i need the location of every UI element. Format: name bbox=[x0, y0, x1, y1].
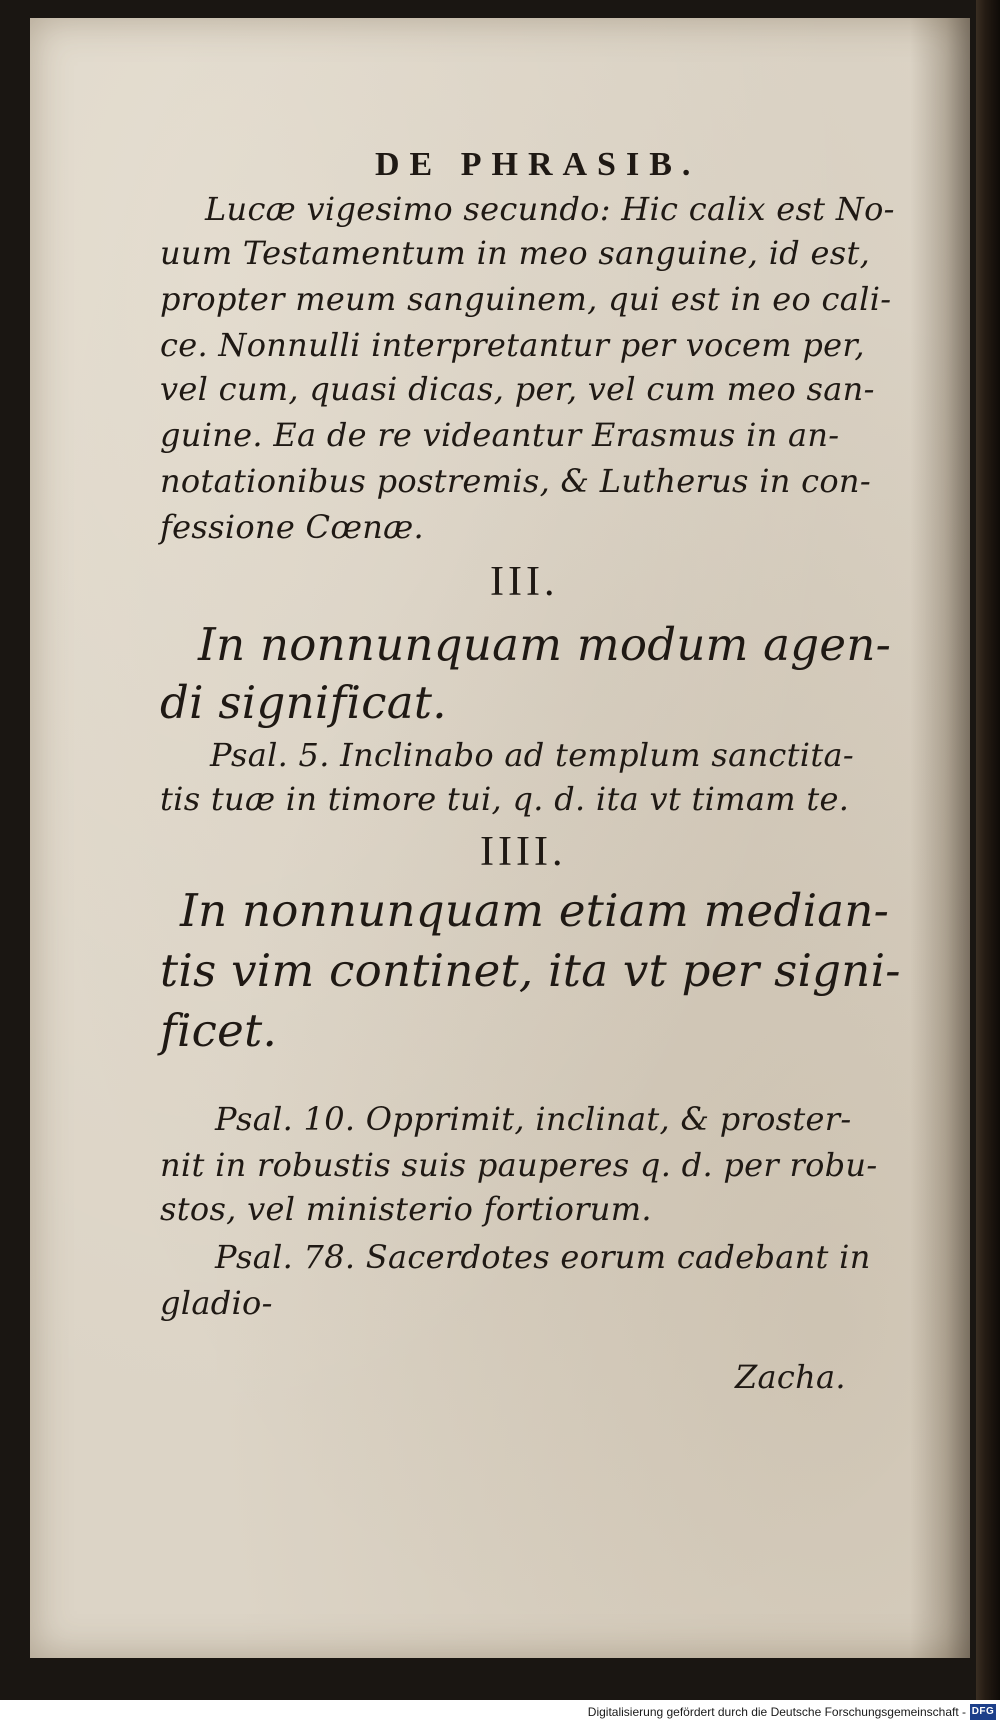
running-head: DE PHRASIB. bbox=[375, 146, 701, 183]
text-line: ce. Nonnulli interpretantur per vocem per, bbox=[160, 326, 865, 364]
text-line: fessione Cœnæ. bbox=[160, 508, 425, 546]
book-binding-edge bbox=[976, 0, 1000, 1700]
example-line: Psal. 5. Inclinabo ad templum sanctita- bbox=[210, 736, 854, 774]
example-line: Psal. 78. Sacerdotes eorum cadebant in bbox=[215, 1238, 871, 1276]
section-heading-line: di significat. bbox=[160, 676, 447, 729]
example-line: Psal. 10. Opprimit, inclinat, & proster- bbox=[215, 1100, 852, 1138]
section-numeral-3: III. bbox=[490, 559, 559, 605]
text-line: guine. Ea de re videantur Erasmus in an- bbox=[160, 416, 840, 454]
text-line: vel cum, quasi dicas, per, vel cum meo san- bbox=[160, 370, 875, 408]
text-line: propter meum sanguinem, qui est in eo cali- bbox=[160, 280, 892, 318]
footer-bar bbox=[0, 1700, 1000, 1726]
text-line: Lucæ vigesimo secundo: Hic calix est No- bbox=[205, 190, 895, 228]
text-line: uum Testamentum in meo sanguine, id est, bbox=[160, 234, 871, 272]
section-heading-line: tis vim continet, ita vt per signi- bbox=[160, 944, 901, 997]
section-numeral-4: IIII. bbox=[480, 829, 567, 875]
catchword: Zacha. bbox=[735, 1358, 846, 1396]
book-page bbox=[30, 18, 970, 1658]
example-line: gladio- bbox=[160, 1284, 273, 1322]
example-line: stos, vel ministerio fortiorum. bbox=[160, 1190, 652, 1228]
section-heading-line: In nonnunquam modum agen- bbox=[198, 618, 892, 671]
funding-credit: Digitalisierung gefördert durch die Deutsche Forschungsgemeinschaft - bbox=[587, 1705, 966, 1719]
section-heading-line: ficet. bbox=[160, 1004, 278, 1057]
dfg-logo: DFG bbox=[970, 1704, 996, 1720]
page-text bbox=[30, 18, 970, 1658]
example-line: nit in robustis suis pauperes q. d. per robu- bbox=[160, 1146, 878, 1184]
section-heading-line: In nonnunquam etiam median- bbox=[180, 884, 890, 937]
text-line: notationibus postremis, & Lutherus in con- bbox=[160, 462, 871, 500]
example-line: tis tuæ in timore tui, q. d. ita vt timam te. bbox=[160, 780, 850, 818]
